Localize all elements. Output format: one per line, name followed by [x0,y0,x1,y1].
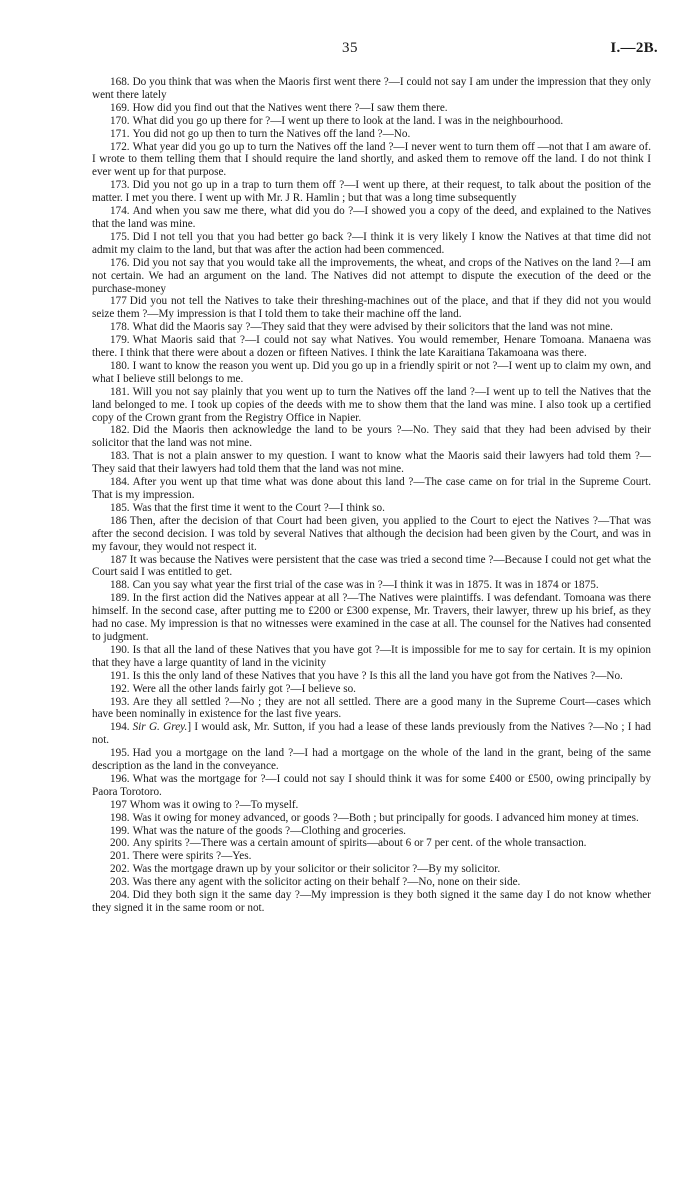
question-number: 185. [110,501,130,514]
question-answer-text: Did you not tell the Natives to take their threshing-machines out of the place, and that if they did not you would seize them ?—My impression is that I told them to take their machine off the land. [92,295,651,321]
question-paragraph [92,747,651,773]
question-answer-text: Any spirits ?—There was a certain amount of spirits—about 6 or 7 per cent. of the whole transaction. [132,837,587,850]
question-paragraph [92,257,651,296]
question-answer-text: Had you a mortgage on the land ?—I had a mortgage on the whole of the land in the grant, being of the same description as the land in the conveyance. [92,747,651,773]
question-answer-text: Did I not tell you that you had better go back ?—I think it is very likely I know the Natives at that time did not admit my claim to the land, but that was after the action had been commenced. [92,230,651,256]
question-paragraph [92,76,651,102]
question-answer-text: After you went up that time what was done about this land ?—The case came on for trial in the Supreme Court. That is my impression. [92,476,651,501]
question-number: 178. [110,321,130,334]
question-answer-text: It was because the Natives were persistent that the case was tried a second time ?—Because I could not get what the Court said I was entitled to get. [92,553,651,579]
question-answer-text: Was it owing for money advanced, or goods ?—Both ; but principally for goods. I advanced him money at times. [132,811,639,824]
question-number: 169. [110,101,130,114]
question-paragraph [92,360,651,386]
question-paragraph [92,889,651,915]
question-answer-text: In the first action did the Natives appear at all ?—The Natives were plaintiffs. I was defendant. Tomoana was there himself. In the second case, after putting me to £200 or £300 expense, Mr. Travers, their lawyer, threw up his brief, as they had no case. My impression is that no witnesses were examined in the case at all. The counsel for the Natives had consented to judgment. [92,592,651,643]
question-answer-text: Is this the only land of these Natives that you have ? Is this all the land you have got from the Natives ?—No. [132,669,623,682]
question-number: 198. [110,811,130,824]
question-number: 187 [110,553,127,566]
question-number: 193. [110,695,130,708]
testimony-text [92,76,651,915]
question-number: 184. [110,476,130,489]
question-paragraph [92,205,651,231]
question-number: 202. [110,863,130,876]
question-paragraph [92,644,651,670]
question-paragraph [92,128,651,141]
question-answer-text: What did the Maoris say ?—They said that they were advised by their solicitors that the land was not mine. [132,321,613,334]
question-paragraph [92,115,651,128]
question-paragraph [92,141,651,180]
question-answer-text: How did you find out that the Natives went there ?—I saw them there. [132,101,448,114]
question-answer-text: Then, after the decision of that Court had been given, you applied to the Court to eject the Natives ?—That was after the second decision. I was told by several Natives that although the decision had been given by the Court, and was in my favour, they would not respect it. [92,514,651,553]
question-answer-text: Did you not go up in a trap to turn them off ?—I went up there, at their request, to talk about the position of the matter. I met you there. I went up with Mr. J R. Hamlin ; but that was a long time subsequently [92,179,651,205]
question-answer-text: Were all the other lands fairly got ?—I believe so. [132,682,356,695]
question-answer-text: You did not go up then to turn the Natives off the land ?—No. [132,127,411,140]
question-paragraph [92,773,651,799]
question-number: 199. [110,824,130,837]
question-paragraph [92,876,651,889]
question-paragraph [92,579,651,592]
question-number: 183. [110,450,130,463]
question-number: 175. [110,230,130,243]
question-number: 195. [110,747,130,760]
question-paragraph [92,231,651,257]
question-answer-text: Are they all settled ?—No ; they are not all settled. There are a good many in the Supreme Court—cases which have been nominally in existence for the last five years. [92,695,651,721]
question-answer-text: Did they both sign it the same day ?—My impression is they both signed it the same day I do not know whether they signed it in the same room or not. [92,889,651,914]
question-number: 194. [110,721,130,734]
question-answer-text: Do you think that was when the Maoris first went there ?—I could not say I am under the impression that they only went there lately [92,76,651,101]
question-number: 201. [110,850,130,863]
question-paragraph [92,386,651,425]
question-paragraph [92,812,651,825]
question-number: 173. [110,179,130,192]
question-answer-text: What did you go up there for ?—I went up there to look at the land. I was in the neighbourhood. [132,114,564,127]
question-number: 170. [110,114,130,127]
question-paragraph [92,696,651,722]
question-paragraph [92,850,651,863]
question-answer-text: ] I would ask, Mr. Sutton, if you had a lease of these lands previously from the Natives ?—No ; I had not. [92,721,651,747]
question-paragraph [92,295,651,321]
question-number: 191. [110,669,130,682]
question-number: 181. [110,385,130,398]
question-paragraph [92,554,651,580]
question-paragraph [92,179,651,205]
question-paragraph [92,825,651,838]
question-number: 190. [110,643,130,656]
question-paragraph [92,476,651,502]
question-answer-text: Was the mortgage drawn up by your solicitor or their solicitor ?—By my solicitor. [132,863,501,876]
question-number: 186 [110,514,127,527]
question-answer-text: What was the mortgage for ?—I could not say I should think it was for some £400 or £500, owing principally by Paora Torotoro. [92,772,651,798]
question-paragraph [92,799,651,812]
question-paragraph [92,424,651,450]
question-number: 168. [110,76,130,88]
question-paragraph [92,863,651,876]
question-answer-text: There were spirits ?—Yes. [132,850,252,863]
question-number: 197 [110,798,127,811]
question-paragraph [92,502,651,515]
question-answer-text: Will you not say plainly that you went up to turn the Natives off the land ?—I went up to tell the Natives that the land belonged to me. I took up copies of the deeds with me to show them that the land was mine. I also took up a certified copy of the Crown grant from the Registry Office in Napier. [92,385,651,424]
question-number: 204. [110,889,130,902]
question-number: 179. [110,334,130,347]
question-number: 177 [110,295,127,308]
question-number: 188. [110,579,130,592]
question-number: 189. [110,592,130,605]
question-number: 171. [110,127,130,140]
question-number: 200. [110,837,130,850]
question-number: 172. [110,140,130,153]
question-answer-text: What year did you go up to turn the Natives off the land ?—I never went to turn them off —not that I am aware of. I wrote to them telling them that I should require the land shortly, and asked them to remove off the land. I do not think I ever went up for that purpose. [92,140,651,179]
question-number: 176. [110,256,130,269]
question-number: 196. [110,772,130,785]
question-number: 180. [110,359,130,372]
question-answer-text: That is not a plain answer to my question. I want to know what the Maoris said their lawyers had told them ?—They said that their lawyers had told them that the land was not mine. [92,450,651,476]
question-paragraph [92,721,651,747]
question-answer-text: Can you say what year the first trial of the case was in ?—I think it was in 1875. It was in 1874 or 1875. [132,579,599,592]
question-paragraph [92,515,651,554]
question-answer-text: What Maoris said that ?—I could not say what Natives. You would remember, Henare Tomoana. Manaena was there. I think that there were about a dozen or fifteen Natives. I think the late Karaitiana Takamoana was there. [92,334,651,360]
question-paragraph [92,334,651,360]
question-answer-text: I want to know the reason you went up. Did you go up in a friendly spirit or not ?—I went up to claim my own, and what I believe still belongs to me. [92,359,651,385]
question-paragraph [92,683,651,696]
question-answer-text: Did the Maoris then acknowledge the land to be yours ?—No. They said that they had been advised by their solicitor that the land was not mine. [92,424,651,450]
question-answer-text: Is that all the land of these Natives that you have got ?—It is impossible for me to say for certain. It is my opinion that they have a large quantity of land in the vicinity [92,643,651,669]
question-paragraph [92,837,651,850]
question-answer-text: Did you not say that you would take all the improvements, the wheat, and crops of the Natives on the land ?—I am not certain. We had an argument on the land. The Natives did not attempt to dispute the execution of the deed or the purchase-money [92,256,651,295]
question-paragraph [92,102,651,115]
question-paragraph [92,450,651,476]
question-paragraph [92,321,651,334]
document-reference: I.—2B. [610,40,658,56]
question-answer-text: Whom was it owing to ?—To myself. [129,798,299,811]
question-answer-text: And when you saw me there, what did you do ?—I showed you a copy of the deed, and explained to the Natives that the land was mine. [92,205,651,230]
question-answer-text: Was there any agent with the solicitor acting on their behalf ?—No, none on their side. [132,876,521,889]
question-number: 192. [110,682,130,695]
question-number: 182. [110,424,130,437]
question-paragraph [92,592,651,644]
question-answer-text: What was the nature of the goods ?—Clothing and groceries. [132,824,406,837]
question-number: 203. [110,876,130,889]
question-paragraph [92,670,651,683]
question-answer-text: Was that the first time it went to the Court ?—I think so. [132,501,385,514]
speaker-name: Sir G. Grey. [132,721,188,734]
page-number: 35 [342,40,358,56]
question-number: 174. [110,205,130,218]
